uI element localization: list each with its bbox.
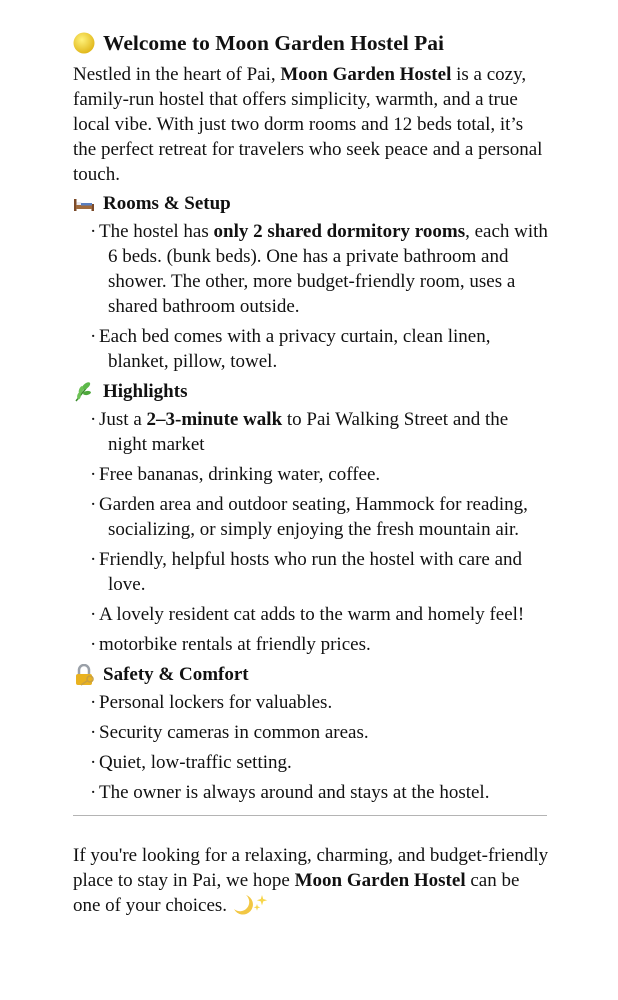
herb-icon bbox=[73, 381, 95, 403]
list-item: · Just a 2–3-minute walk to Pai Walking Street and the night market bbox=[90, 409, 509, 455]
safety-heading: Safety & Comfort bbox=[73, 662, 551, 688]
list-item: · A lovely resident cat adds to the warm and homely feel! bbox=[90, 604, 525, 625]
title-text: Welcome to Moon Garden Hostel Pai bbox=[103, 31, 444, 55]
closing-paragraph: If you're looking for a relaxing, charming, and budget-friendly place to stay in Pai, we hope Moon Garden Hostel can be one of your choices. bbox=[73, 845, 549, 916]
safety-list bbox=[73, 690, 551, 805]
rooms-list bbox=[73, 219, 551, 374]
crescent-moon-sparkles-icon bbox=[232, 893, 272, 915]
lock-with-key-icon bbox=[73, 664, 95, 686]
list-item: · Security cameras in common areas. bbox=[90, 722, 369, 743]
intro-paragraph: Nestled in the heart of Pai, Moon Garden Hostel is a cozy, family-run hostel that offers simplicity, warmth, and a true local vibe. With just two dorm rooms and 12 beds total, it’s the perfect retreat for travelers who seek peace and a personal touch. bbox=[73, 64, 543, 185]
list-item: · The owner is always around and stays at the hostel. bbox=[90, 782, 490, 803]
list-item: · Personal lockers for valuables. bbox=[90, 692, 333, 713]
list-item: · Quiet, low-traffic setting. bbox=[90, 752, 292, 773]
list-item: · Free bananas, drinking water, coffee. bbox=[90, 464, 381, 485]
divider bbox=[73, 815, 547, 816]
highlights-heading: Highlights bbox=[73, 379, 551, 405]
full-moon-icon bbox=[73, 32, 95, 54]
list-item: · The hostel has only 2 shared dormitory rooms, each with 6 beds. (bunk beds). One has a private bathroom and shower. The other, more budget-friendly room, uses a shared bathroom outside. bbox=[90, 221, 548, 317]
page-title bbox=[73, 28, 551, 58]
list-item: · Friendly, helpful hosts who run the hostel with care and love. bbox=[90, 549, 523, 595]
list-item: · motorbike rentals at friendly prices. bbox=[90, 634, 371, 655]
list-item: · Garden area and outdoor seating, Hammock for reading, socializing, or simply enjoying the fresh mountain air. bbox=[90, 494, 528, 540]
highlights-list bbox=[73, 407, 551, 657]
bed-icon bbox=[73, 193, 95, 215]
list-item: · Each bed comes with a privacy curtain, clean linen, blanket, pillow, towel. bbox=[90, 326, 491, 372]
rooms-heading: Rooms & Setup bbox=[73, 191, 551, 217]
document bbox=[73, 28, 551, 918]
